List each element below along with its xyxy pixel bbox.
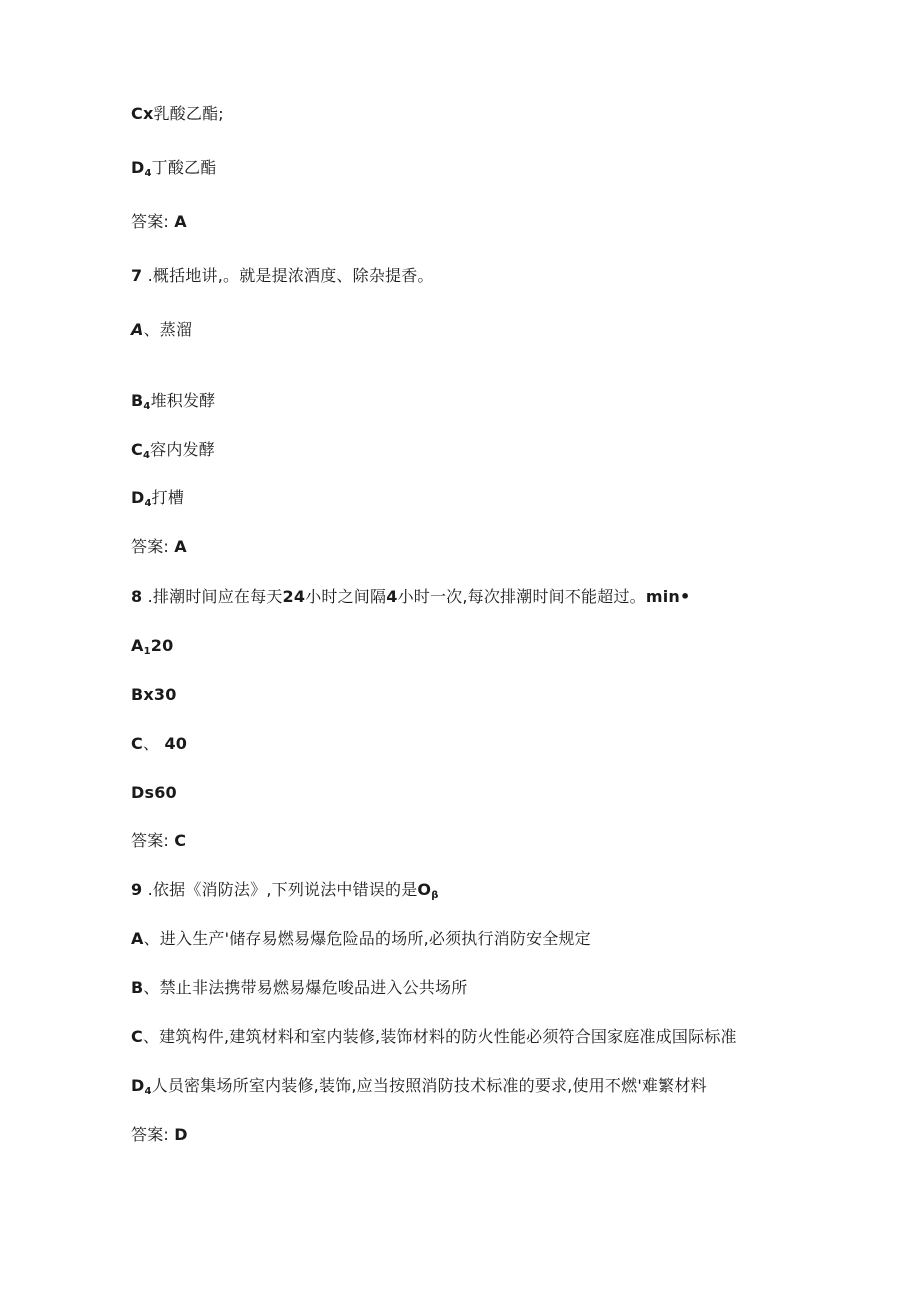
q9-stem xyxy=(131,879,439,907)
q7-option-c-sub: 4 xyxy=(142,450,151,461)
q8-stem-mid: 小时之间隔 xyxy=(305,587,387,606)
q8-answer xyxy=(131,830,186,852)
q6-option-d-prefix: D xyxy=(131,158,145,177)
q8-option-c-prefix: C xyxy=(131,734,143,753)
q7-option-c-text: 容内发酵 xyxy=(150,440,215,459)
q8-stem-num2: 4 xyxy=(386,587,398,606)
q9-option-b-text: 、禁止非法携带易燃易爆危唆品进入公共场所 xyxy=(143,978,468,997)
q6-answer-value: A xyxy=(174,212,187,231)
q9-stem-text: .依据《消防法》,下列说法中错误的是 xyxy=(147,880,418,899)
q9-stem-tail: O xyxy=(417,880,432,899)
q8-option-c-text: 、 xyxy=(142,734,160,753)
q7-stem-text: .概括地讲,。就是提浓酒度、除杂提香。 xyxy=(147,266,434,285)
q6-option-d-text: 丁酸乙酯 xyxy=(151,158,217,177)
q9-option-d-text: 人员密集场所室内装修,装饰,应当按照消防技术标准的要求,使用不燃'难繁材料 xyxy=(151,1076,707,1095)
q8-number: 8 xyxy=(131,587,143,606)
q8-stem-pre: .排潮时间应在每天 xyxy=(147,587,283,606)
q9-option-a-prefix: A xyxy=(131,929,144,948)
q8-option-a-prefix: A xyxy=(131,636,144,655)
q9-answer xyxy=(131,1124,188,1146)
q6-option-d-sub: 4 xyxy=(144,168,152,179)
q7-answer xyxy=(131,536,187,558)
q8-option-a-sub: 1 xyxy=(143,646,151,657)
q6-option-c xyxy=(131,103,224,125)
q8-answer-label: 答案: xyxy=(131,831,169,850)
q7-option-b-text: 堆积发酵 xyxy=(150,391,216,410)
q6-option-c-text: 乳酸乙酯; xyxy=(153,104,224,123)
q7-option-a-text: 、蒸溜 xyxy=(143,320,193,339)
q9-option-b-prefix: B xyxy=(131,978,144,997)
q8-stem-post: 小时一次,每次排潮时间不能超过。 xyxy=(397,587,646,606)
q9-option-c xyxy=(131,1026,737,1048)
q9-option-a xyxy=(131,928,591,950)
q7-stem xyxy=(131,265,434,287)
q7-option-a xyxy=(131,319,192,341)
q8-option-d xyxy=(131,782,177,804)
q9-option-d-sub: 4 xyxy=(144,1086,152,1097)
q9-stem-tail-sub: β xyxy=(431,890,439,901)
q7-option-d-prefix: D xyxy=(131,488,145,507)
q6-option-d xyxy=(131,157,216,185)
q8-option-a xyxy=(131,635,173,663)
q6-answer xyxy=(131,211,187,233)
q7-answer-label: 答案: xyxy=(131,537,169,556)
q8-option-d-text: Ds60 xyxy=(131,783,177,802)
q7-option-d xyxy=(131,487,184,515)
q7-option-c xyxy=(131,439,215,467)
q6-answer-label: 答案: xyxy=(131,212,169,231)
q9-number: 9 xyxy=(131,880,143,899)
q7-option-b-sub: 4 xyxy=(143,401,151,412)
q9-option-d-prefix: D xyxy=(131,1076,145,1095)
q7-option-d-sub: 4 xyxy=(144,498,152,509)
q9-option-c-prefix: C xyxy=(131,1027,143,1046)
q8-answer-value: C xyxy=(174,831,187,850)
q7-option-c-prefix: C xyxy=(131,440,143,459)
q8-stem xyxy=(131,586,690,608)
q8-stem-unit: min• xyxy=(645,587,691,606)
q9-answer-value: D xyxy=(174,1125,188,1144)
q8-stem-num1: 24 xyxy=(282,587,306,606)
q8-option-c xyxy=(131,733,187,755)
q9-answer-label: 答案: xyxy=(131,1125,169,1144)
q9-option-a-text: 、进入生产'储存易燃易爆危险品的场所,必须执行消防安全规定 xyxy=(143,929,591,948)
q8-option-c-value: 40 xyxy=(164,734,188,753)
q7-number: 7 xyxy=(131,266,143,285)
q6-option-c-prefix: Cx xyxy=(131,104,154,123)
q7-option-b xyxy=(131,390,215,418)
q7-option-a-prefix: A xyxy=(131,320,144,339)
q8-option-a-text: 20 xyxy=(150,636,174,655)
q9-option-c-text: 、建筑构件,建筑材料和室内装修,装饰材料的防火性能必须符合国家庭准成国际标准 xyxy=(142,1027,737,1046)
q9-option-d xyxy=(131,1075,707,1103)
q9-option-b xyxy=(131,977,467,999)
q8-option-b xyxy=(131,684,177,706)
q7-answer-value: A xyxy=(174,537,187,556)
q7-option-b-prefix: B xyxy=(131,391,144,410)
q8-option-b-text: Bx30 xyxy=(131,685,177,704)
q7-option-d-text: 打槽 xyxy=(151,488,185,507)
